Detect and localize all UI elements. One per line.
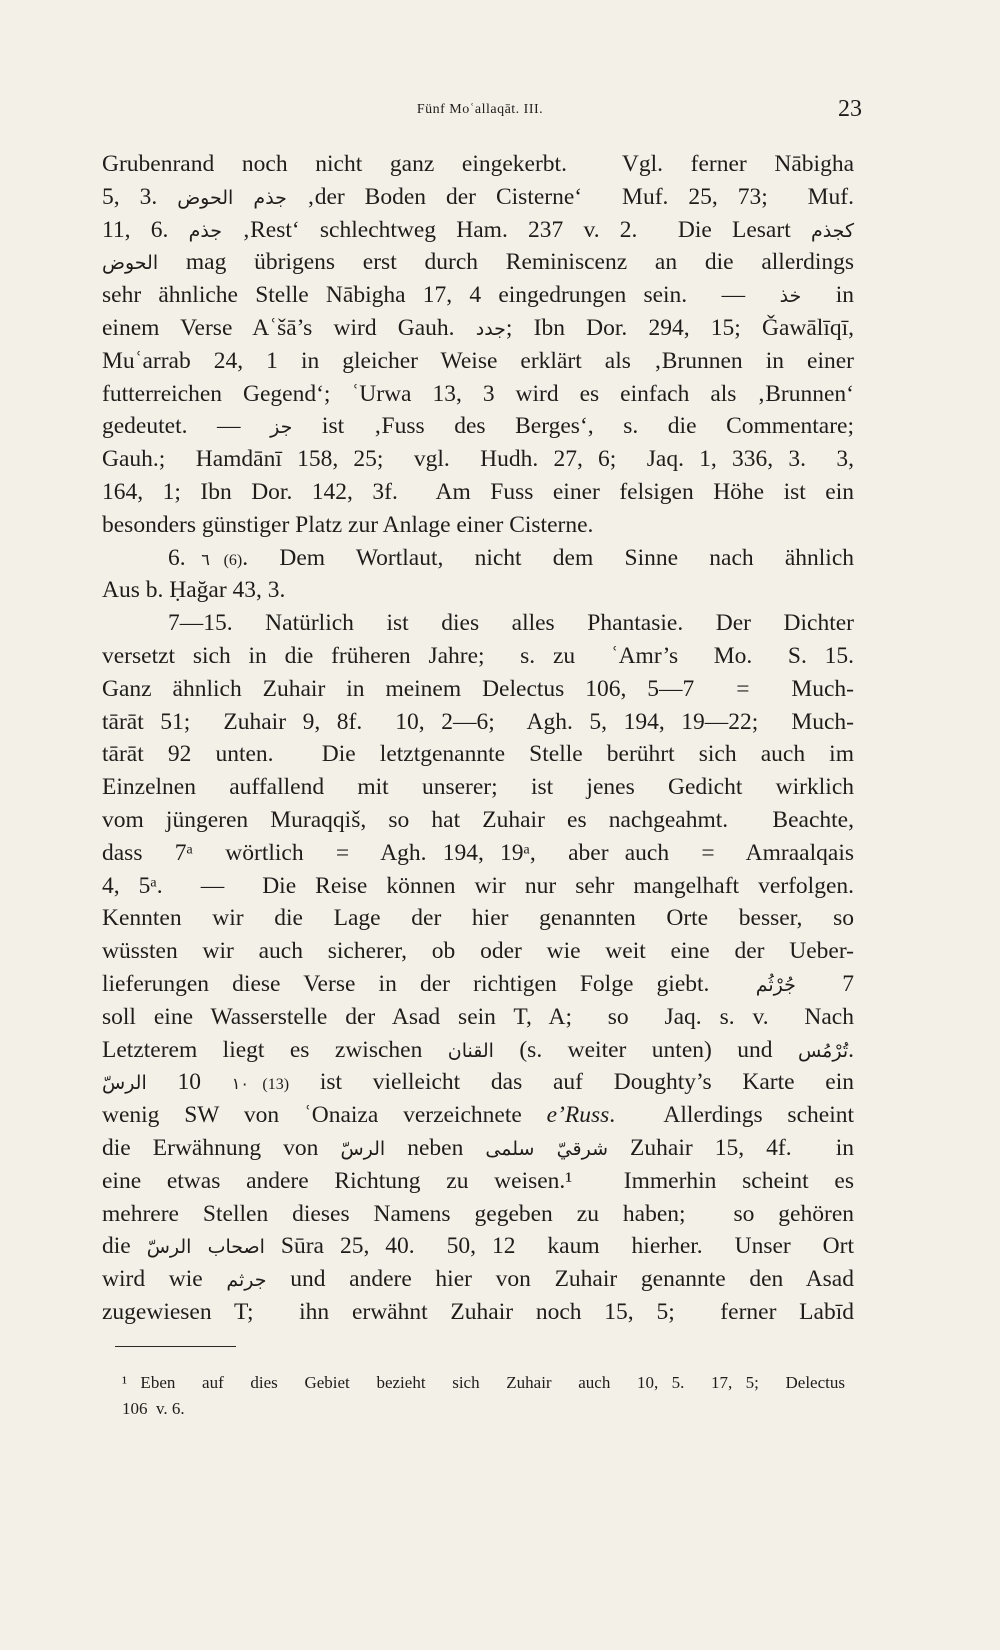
text-segment: in <box>801 282 855 309</box>
arabic-term: جذم <box>188 219 223 242</box>
footnote-line <box>122 1370 845 1396</box>
text-segment: soll eine Wasserstelle der Asad sein T, A; so Jaq. s. v. Nach <box>102 1003 854 1030</box>
text-line <box>102 1296 854 1329</box>
text-segment: 11, 6. <box>102 216 189 243</box>
text-segment: . Allerdings scheint <box>609 1102 854 1129</box>
footnote-line <box>122 1396 845 1422</box>
text-segment: 7—15. Natürlich ist dies alles Phantasie. Der Dichter <box>168 610 854 637</box>
text-line <box>102 214 854 247</box>
text-line <box>102 443 854 476</box>
text-segment: ‚der Boden der Cisterne‘ Muf. 25, 73; Muf. <box>286 183 855 210</box>
text-line <box>102 1165 854 1198</box>
text-line <box>102 771 854 804</box>
text-line <box>102 574 854 607</box>
text-segment: (s. weiter unten) und <box>493 1036 798 1063</box>
text-segment: 7 <box>795 970 855 997</box>
text-segment: die <box>102 1233 147 1260</box>
text-segment: tārāt 51; Zuhair 9, 8f. 10, 2—6; Agh. 5, 194, 19—22; Much- <box>102 708 854 735</box>
arabic-term: كجذم <box>810 219 854 242</box>
text-line <box>102 1132 854 1165</box>
text-segment: ; Ibn Dor. 294, 15; Ǧawālīqī, <box>505 314 855 341</box>
page-number: 23 <box>838 96 862 122</box>
text-segment: wird wie <box>102 1266 227 1293</box>
arabic-term: جُرْثُم <box>755 973 796 996</box>
text-line <box>102 870 854 903</box>
text-segment: wenig SW von ʿOnaiza verzeichnete <box>102 1102 547 1129</box>
text-segment: Sūra 25, 40. 50, 12 kaum hierher. Unser Ort <box>264 1233 854 1260</box>
arabic-term: القنان <box>447 1039 494 1062</box>
text-segment: gedeutet. — <box>102 413 271 440</box>
text-line <box>102 1066 854 1099</box>
footnote <box>122 1370 845 1422</box>
text-segment: . <box>848 1036 854 1063</box>
text-line <box>102 1099 854 1132</box>
text-line <box>102 181 854 214</box>
text-segment: Muʿarrab 24, 1 in gleicher Weise erklärt als ‚Brunnen in einer <box>102 347 854 374</box>
text-line <box>102 640 854 673</box>
verse-marker: ٦ (6) <box>201 551 243 569</box>
verse-marker: ١٠ (13) <box>231 1076 290 1094</box>
text-line <box>102 542 854 575</box>
text-segment: versetzt sich in die früheren Jahre; s. zu ʿAmr’s Mo. S. 15. <box>102 642 854 669</box>
text-line <box>102 902 854 935</box>
arabic-term: خذ <box>779 285 802 308</box>
arabic-term: الحوض <box>102 252 159 275</box>
text-segment: zugewiesen T; ihn erwähnt Zuhair noch 15, 5; ferner Labīd <box>102 1298 854 1325</box>
arabic-term: شرقيّ سلمى <box>485 1137 608 1160</box>
text-line <box>102 246 854 279</box>
text-segment: dass 7ᵃ wörtlich = Agh. 194, 19ᵃ, aber auch = Amraalqais <box>102 839 854 866</box>
running-head <box>100 96 860 122</box>
arabic-term: الرسّ <box>102 1072 147 1095</box>
italic-term: e’Russ <box>546 1102 610 1129</box>
text-segment: Aus b. Ḥağar 43, 3. <box>102 577 286 604</box>
text-segment: mag übrigens erst durch Reminiscenz an die allerdings <box>158 249 854 276</box>
footnote-rule <box>115 1346 236 1347</box>
text-segment: ist ‚Fuss des Berges‘, s. die Commentare; <box>292 413 854 440</box>
text-segment: lieferungen diese Verse in der richtigen Folge giebt. <box>102 970 756 997</box>
text-line <box>102 476 854 509</box>
text-segment: vom jüngeren Muraqqiš, so hat Zuhair es nachgeahmt. Beachte, <box>102 806 854 833</box>
text-segment: Grubenrand noch nicht ganz eingekerbt. Vgl. ferner Nābigha <box>102 151 854 177</box>
text-line <box>102 378 854 411</box>
text-segment: Ganz ähnlich Zuhair in meinem Delectus 106, 5—7 = Much- <box>102 675 854 702</box>
arabic-term: الرسّ <box>340 1137 386 1160</box>
text-line <box>102 607 854 640</box>
body-text <box>102 148 854 1329</box>
text-segment: 6. <box>168 544 202 571</box>
text-segment: Einzelnen auffallend mit unserer; ist jenes Gedicht wirklich <box>102 774 854 801</box>
text-line <box>102 509 854 542</box>
text-line <box>102 837 854 870</box>
text-segment: die Erwähnung von <box>102 1134 341 1161</box>
running-title: Fünf Moʿallaqāt. III. <box>416 102 544 117</box>
text-line <box>102 410 854 443</box>
text-segment: besonders günstiger Platz zur Anlage einer Cisterne. <box>102 511 594 538</box>
text-segment: Zuhair 15, 4f. in <box>608 1134 854 1161</box>
text-segment: neben <box>385 1134 486 1161</box>
text-segment: 164, 1; Ibn Dor. 142, 3f. Am Fuss einer felsigen Höhe ist ein <box>102 478 854 505</box>
arabic-term: اصحاب الرسّ <box>146 1236 265 1259</box>
text-segment: sehr ähnliche Stelle Nābigha 17, 4 eingedrungen sein. — <box>102 282 780 309</box>
arabic-term: جدد <box>475 317 506 340</box>
text-segment: einem Verse Aʿšā’s wird Gauh. <box>102 314 476 341</box>
footnote-text: ¹ Eben auf dies Gebiet bezieht sich Zuhair auch 10, 5. 17, 5; Delectus <box>122 1373 845 1392</box>
text-segment: Letzterem liegt es zwischen <box>102 1036 448 1063</box>
text-segment: Gauh.; Hamdānī 158, 25; vgl. Hudh. 27, 6; Jaq. 1, 336, 3. 3, <box>102 446 854 473</box>
text-line <box>102 935 854 968</box>
arabic-term: تُرْمُس <box>797 1039 849 1062</box>
text-line <box>102 738 854 771</box>
text-line <box>102 1230 854 1263</box>
text-segment: wüssten wir auch sicherer, ob oder wie weit eine der Ueber- <box>102 938 854 965</box>
text-line <box>102 1198 854 1231</box>
text-line <box>102 312 854 345</box>
text-segment: Kennten wir die Lage der hier genannten Orte besser, so <box>102 905 854 932</box>
text-line <box>102 148 854 181</box>
text-line <box>102 968 854 1001</box>
text-line <box>102 673 854 706</box>
text-segment: eine etwas andere Richtung zu weisen.¹ Immerhin scheint es <box>102 1167 854 1194</box>
text-line <box>102 1263 854 1296</box>
text-segment: tārāt 92 unten. Die letztgenannte Stelle berührt sich auch im <box>102 741 854 768</box>
text-line <box>102 1034 854 1067</box>
arabic-term: جز <box>270 416 293 439</box>
text-segment: 4, 5ᵃ. — Die Reise können wir nur sehr mangelhaft verfolgen. <box>102 872 854 899</box>
text-line <box>102 804 854 837</box>
arabic-term: جذم الحوض <box>177 186 287 209</box>
text-line <box>102 1001 854 1034</box>
text-segment: futterreichen Gegend‘; ʿUrwa 13, 3 wird es einfach als ‚Brunnen‘ <box>102 380 854 407</box>
text-segment: ist vielleicht das auf Doughty’s Karte ein <box>289 1069 855 1096</box>
text-line <box>102 706 854 739</box>
text-segment: mehrere Stellen dieses Namens gegeben zu haben; so gehören <box>102 1200 854 1227</box>
text-segment: 10 <box>146 1069 232 1096</box>
text-segment: und andere hier von Zuhair genannte den Asad <box>266 1266 854 1293</box>
text-segment: . Dem Wortlaut, nicht dem Sinne nach ähnlich <box>242 544 855 571</box>
text-line <box>102 345 854 378</box>
footnote-text: 106 v. 6. <box>122 1399 185 1418</box>
text-segment: ‚Rest‘ schlechtweg Ham. 237 v. 2. Die Lesart <box>222 216 811 243</box>
text-segment: 5, 3. <box>102 183 178 210</box>
text-line <box>102 279 854 312</box>
arabic-term: جرثم <box>226 1269 267 1292</box>
